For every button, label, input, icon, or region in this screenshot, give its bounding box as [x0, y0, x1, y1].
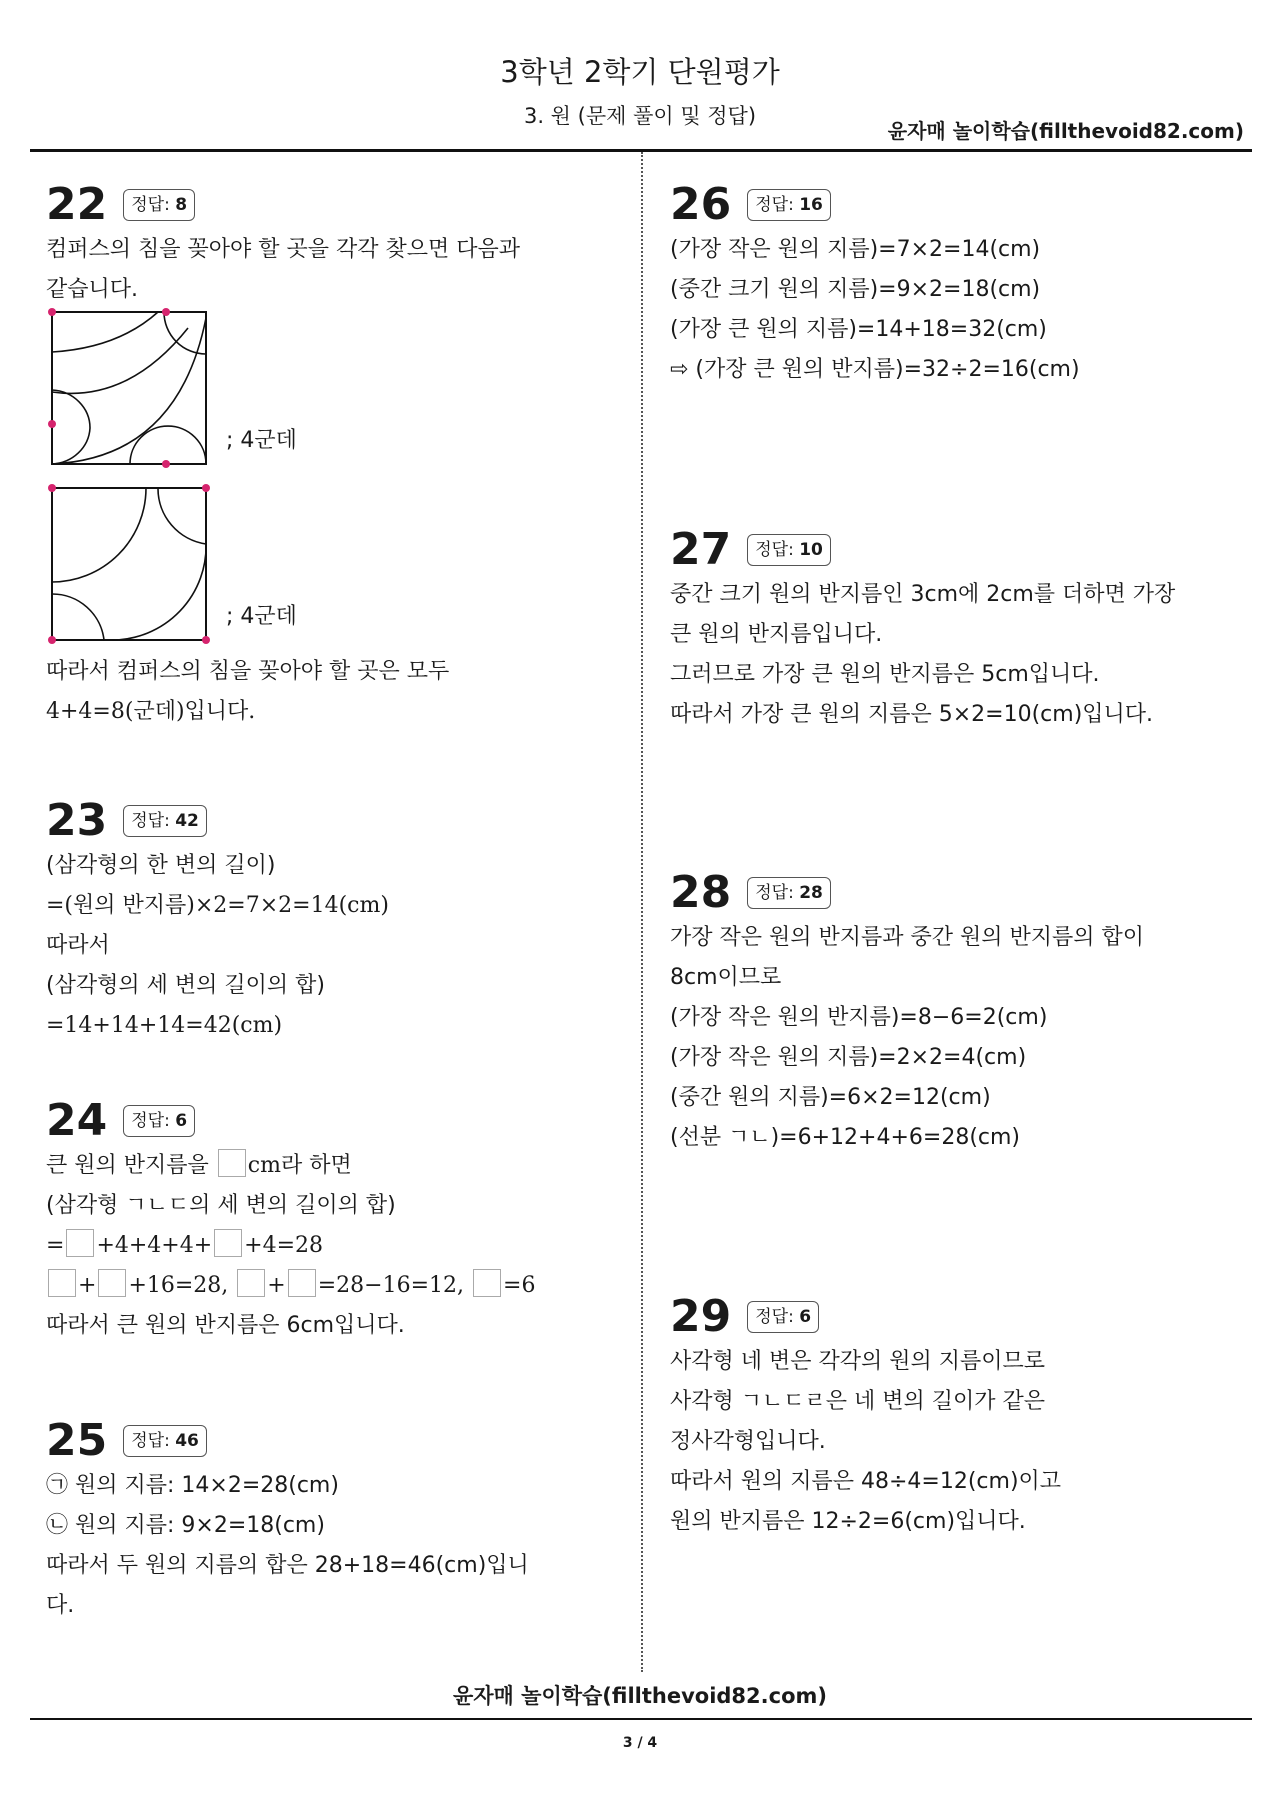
text-line: 4+4=8(군데)입니다.	[46, 699, 256, 724]
problem-24	[46, 1096, 606, 1346]
text-line: 큰 원의 반지름을 cm라 하면	[46, 1146, 606, 1186]
problem-22	[46, 180, 606, 310]
compass-figure-1	[48, 308, 212, 468]
blank-box	[66, 1229, 94, 1257]
answer-badge: 정답: 46	[123, 1425, 207, 1457]
text-line: 중간 크기 원의 반지름인 3cm에 2cm를 더하면 가장	[670, 582, 1176, 607]
blank-box	[473, 1269, 501, 1297]
text-line: 따라서 두 원의 지름의 합은 28+18=46(cm)입니	[46, 1553, 529, 1578]
page-subtitle: 3. 원 (문제 풀이 및 정답)	[523, 104, 757, 128]
text-line: (선분 ㄱㄴ)=6+12+4+6=28(cm)	[670, 1125, 1021, 1150]
blank-box	[98, 1269, 126, 1297]
text-line: 따라서 큰 원의 반지름은 6cm입니다.	[46, 1313, 405, 1338]
page-title: 3학년 2학기 단원평가	[500, 55, 780, 89]
text-line: (삼각형 ㄱㄴㄷ의 세 변의 길이의 합)	[46, 1193, 396, 1218]
text-line: 같습니다.	[46, 277, 139, 302]
problem-23	[46, 796, 606, 1046]
footer-brand: 윤자매 놀이학습(fillthevoid82.com)	[452, 1684, 827, 1708]
blank-box	[237, 1269, 265, 1297]
text-line: 컴퍼스의 침을 꽂아야 할 곳을 각각 찾으면 다음과	[46, 237, 520, 262]
problem-number: 24	[46, 1095, 108, 1146]
answer-value: 28	[799, 883, 823, 903]
text-line: 사각형 네 변은 각각의 원의 지름이므로	[670, 1349, 1045, 1374]
problem-number: 22	[46, 179, 108, 230]
blank-box	[214, 1229, 242, 1257]
text-line: 따라서 가장 큰 원의 지름은 5×2=10(cm)입니다.	[670, 702, 1154, 727]
answer-value: 42	[175, 811, 199, 831]
answer-value: 16	[799, 195, 823, 215]
text-line: 다.	[46, 1593, 75, 1618]
figure-2-row	[48, 484, 297, 644]
text-line: (삼각형의 한 변의 길이)	[46, 853, 276, 878]
text-line: 그러므로 가장 큰 원의 반지름은 5cm입니다.	[670, 662, 1100, 687]
problem-number: 29	[670, 1291, 732, 1342]
text-line: (가장 큰 원의 지름)=14+18=32(cm)	[670, 317, 1047, 342]
answer-value: 8	[175, 195, 188, 215]
text-line: 따라서 원의 지름은 48÷4=12(cm)이고	[670, 1469, 1062, 1494]
answer-badge: 정답: 16	[747, 189, 831, 221]
text-line: 8cm이므로	[670, 965, 782, 990]
text-line: (중간 원의 지름)=6×2=12(cm)	[670, 1085, 991, 1110]
blank-box	[218, 1149, 246, 1177]
answer-badge: 정답: 28	[747, 877, 831, 909]
text-line: ㉠ 원의 지름: 14×2=28(cm)	[46, 1473, 339, 1498]
text-line: =14+14+14=42(cm)	[46, 1013, 283, 1038]
text-line: ㉡ 원의 지름: 9×2=18(cm)	[46, 1513, 325, 1538]
blank-box	[48, 1269, 76, 1297]
text-line: 정사각형입니다.	[670, 1429, 826, 1454]
text-line: (중간 크기 원의 지름)=9×2=18(cm)	[670, 277, 1041, 302]
figure-2-label: ; 4군데	[226, 604, 297, 629]
text-line: 사각형 ㄱㄴㄷㄹ은 네 변의 길이가 같은	[670, 1389, 1045, 1414]
answer-badge: 정답: 6	[747, 1301, 819, 1333]
text-line: 원의 반지름은 12÷2=6(cm)입니다.	[670, 1509, 1026, 1534]
blank-box	[288, 1269, 316, 1297]
answer-value: 6	[175, 1111, 188, 1131]
answer-badge: 정답: 42	[123, 805, 207, 837]
problem-number: 28	[670, 867, 732, 918]
text-line: 따라서	[46, 933, 110, 958]
footer-rule	[30, 1718, 1252, 1720]
problem-number: 23	[46, 795, 108, 846]
text-line: (가장 작은 원의 지름)=2×2=4(cm)	[670, 1045, 1027, 1070]
text-line: 따라서 컴퍼스의 침을 꽂아야 할 곳은 모두	[46, 659, 450, 684]
problem-number: 25	[46, 1415, 108, 1466]
text-line: (삼각형의 세 변의 길이의 합)	[46, 973, 325, 998]
text-line: (가장 작은 원의 지름)=7×2=14(cm)	[670, 237, 1041, 262]
header-brand: 윤자매 놀이학습(fillthevoid82.com)	[887, 119, 1244, 143]
answer-badge: 정답: 6	[123, 1105, 195, 1137]
column-divider	[641, 152, 643, 1672]
answer-value: 46	[175, 1431, 199, 1451]
problem-29	[670, 1292, 1250, 1542]
text-line: 큰 원의 반지름입니다.	[670, 622, 883, 647]
problem-22-conclusion	[46, 652, 606, 732]
problem-number: 27	[670, 524, 732, 575]
text-line: ⇨ (가장 큰 원의 반지름)=32÷2=16(cm)	[670, 357, 1080, 382]
answer-value: 6	[799, 1307, 812, 1327]
problem-number: 26	[670, 179, 732, 230]
figure-1-label: ; 4군데	[226, 428, 297, 453]
problem-27	[670, 525, 1250, 735]
text-line: 가장 작은 원의 반지름과 중간 원의 반지름의 합이	[670, 925, 1144, 950]
text-line: =(원의 반지름)×2=7×2=14(cm)	[46, 893, 389, 918]
answer-badge: 정답: 10	[747, 534, 831, 566]
problem-26	[670, 180, 1250, 390]
figure-1-row	[48, 308, 297, 468]
answer-value: 10	[799, 540, 823, 560]
problem-25	[46, 1416, 606, 1626]
problem-28	[670, 868, 1250, 1158]
text-line: = +4+4+4+ +4=28	[46, 1226, 606, 1266]
answer-badge: 정답: 8	[123, 189, 195, 221]
page-number: 3 / 4	[622, 1735, 658, 1751]
text-line: (가장 작은 원의 반지름)=8−6=2(cm)	[670, 1005, 1048, 1030]
compass-figure-2	[48, 484, 212, 644]
text-line: + +16=28, + =28−16=12, =6	[46, 1266, 606, 1306]
